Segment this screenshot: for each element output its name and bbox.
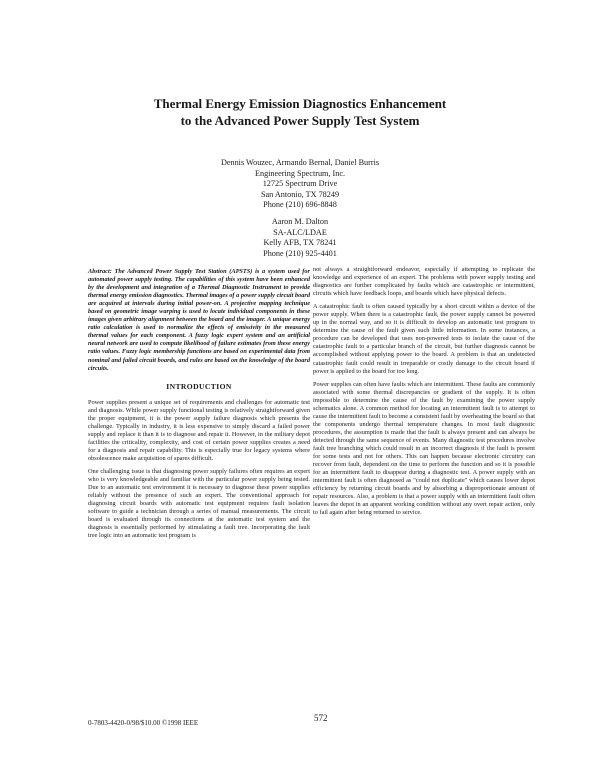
author-organization: Engineering Spectrum, Inc. xyxy=(254,168,346,178)
right-column xyxy=(313,266,535,522)
author-city: San Antonio, TX 78249 xyxy=(260,189,340,199)
page-number: 572 xyxy=(314,713,328,723)
title-line-2: to the Advanced Power Supply Test System xyxy=(180,113,420,128)
copyright-code: 0-7803-4420-0/98/$10.00 ©1998 IEEE xyxy=(88,719,199,727)
introduction-heading: INTRODUCTION xyxy=(166,381,232,391)
author-block-primary xyxy=(0,158,600,211)
author-names: Dennis Wouzec, Armando Bernal, Daniel Burris xyxy=(220,158,380,167)
left-column xyxy=(88,268,310,545)
author-organization: SA-ALC/LDAE xyxy=(273,227,327,237)
author-block-secondary xyxy=(0,217,600,259)
author-street: 12725 Spectrum Drive xyxy=(262,179,338,189)
paper-title xyxy=(0,95,600,129)
title-line-1: Thermal Energy Emission Diagnostics Enhancement xyxy=(153,96,447,111)
body-paragraph: Power supplies can often have faults which are intermittent. These faults are commonly associated with some thermal discrepancies or gradient of the supply. It is often impossible to determine the cause of the fault by examining the power supply schematics alone. A common method for locating an intermittent fault is to attempt to cause the intermittent fault to become a consistent fault by overheating the board so that the components undergo thermal temperature changes. In most fault diagnostic procedures, the assumption is made that the fault is always present and can always be detected through the same sequence of events. Many diagnostic test procedures involve fault tree branching which could result in an incorrect diagnosis if the fault is present for some tests and not for others. This can happen because electronic circuitry can recover from fault, dependent on the time to perform the function and so it is possible for an intermittent fault to disappear during a diagnostic test. A power supply with an intermittent fault is often diagnosed as "could not duplicate" which causes lower depot efficiency by returning circuit boards and by absorbing a disproportionate amount of repair resources. Also, a problem is that a power supply with an intermittent fault often leaves the depot in an apparent working condition without any overt repair action, only to fail again after being returned to service. xyxy=(313,380,535,517)
body-paragraph: Power supplies present a unique set of requirements and challenges for automatic test and diagnosis. While power supply functional testing is relatively straightforward given the proper equipment, it is the power supply failure diagnosis which presents the challenge. Typically in industry, it is less expensive to simply discard a failed power supply and replace it than it is to diagnose and repair it. However, in the military depot facilities the criticality, complexity, and cost of certain power supplies creates a need for a diagnosis and repair capability. This is especially true for legacy systems where obsolescence make acquisition of spares difficult. xyxy=(88,398,310,462)
author-city: Kelly AFB, TX 78241 xyxy=(263,238,337,248)
abstract-paragraph: Abstract: The Advanced Power Supply Test Station (APSTS) is a system used for automated power supply testing. The capabilities of this system have been enhanced by the development and integration of a Thermal Diagnostic Instrument to provide thermal energy emission diagnostics. Thermal images of a power supply circuit board are acquired at intervals during initial power-on. A projective mapping technique based on geometric image warping is used to locate individual components in these images given arbitrary alignment between the board and the imager. A unique energy ratio calculation is used to normalize the effects of emissivity in the measured thermal values for each component. A fuzzy logic expert system and an artificial neural network are used to compute likelihood of failure estimates from these energy ratio values. Fuzzy logic membership functions are based on experimental data from nominal and failed circuit boards, and rules are based on the knowledge of the board circuits. xyxy=(88,268,310,372)
body-paragraph: not always a straightforward endeavor, especially if attempting to replicate the knowledge and experience of an expert. The problems with power supply testing and diagnostics are further complicated by faults which are catastrophic or intermittent, circuits which have feedback loops, and boards which have physical defects. xyxy=(313,266,535,298)
author-name: Aaron M. Dalton xyxy=(271,217,329,226)
body-paragraph: One challenging issue is that diagnosing power supply failures often requires an expert who is very knowledgeable and familiar with the particular power supply being tested. Due to an automatic test environment it is necessary to diagnose these power supplies reliably without the presence of such an expert. The conventional approach for diagnosing circuit boards with automatic test equipment requires fault isolation software to guide a technician through a series of manual measurements. The circuit board is evaluated through its connections at the automatic test system and the diagnosis is essentially performed by stimulating a fault tree. Incorporating the fault tree logic into an automatic test program is xyxy=(88,468,310,540)
author-phone: Phone (210) 696-8848 xyxy=(263,200,337,210)
author-phone: Phone (210) 925-4401 xyxy=(263,248,337,258)
body-paragraph: A catastrophic fault is often caused typically by a short circuit within a device of the power supply. When there is a catastrophic fault, the power supply cannot be powered up in the normal way, and so it is difficult to develop an automatic test program to determine the cause of the fault given such little information. In some instances, a procedure can be developed that uses non-powered tests to isolate the cause of the catastrophic fault to a particular branch of the circuit, but further diagnosis cannot be accomplished without applying power to the board. A problem is that an undetected catastrophic fault could result in irreparable or costly damage to the circuit board if power is applied to the board for too long. xyxy=(313,303,535,375)
